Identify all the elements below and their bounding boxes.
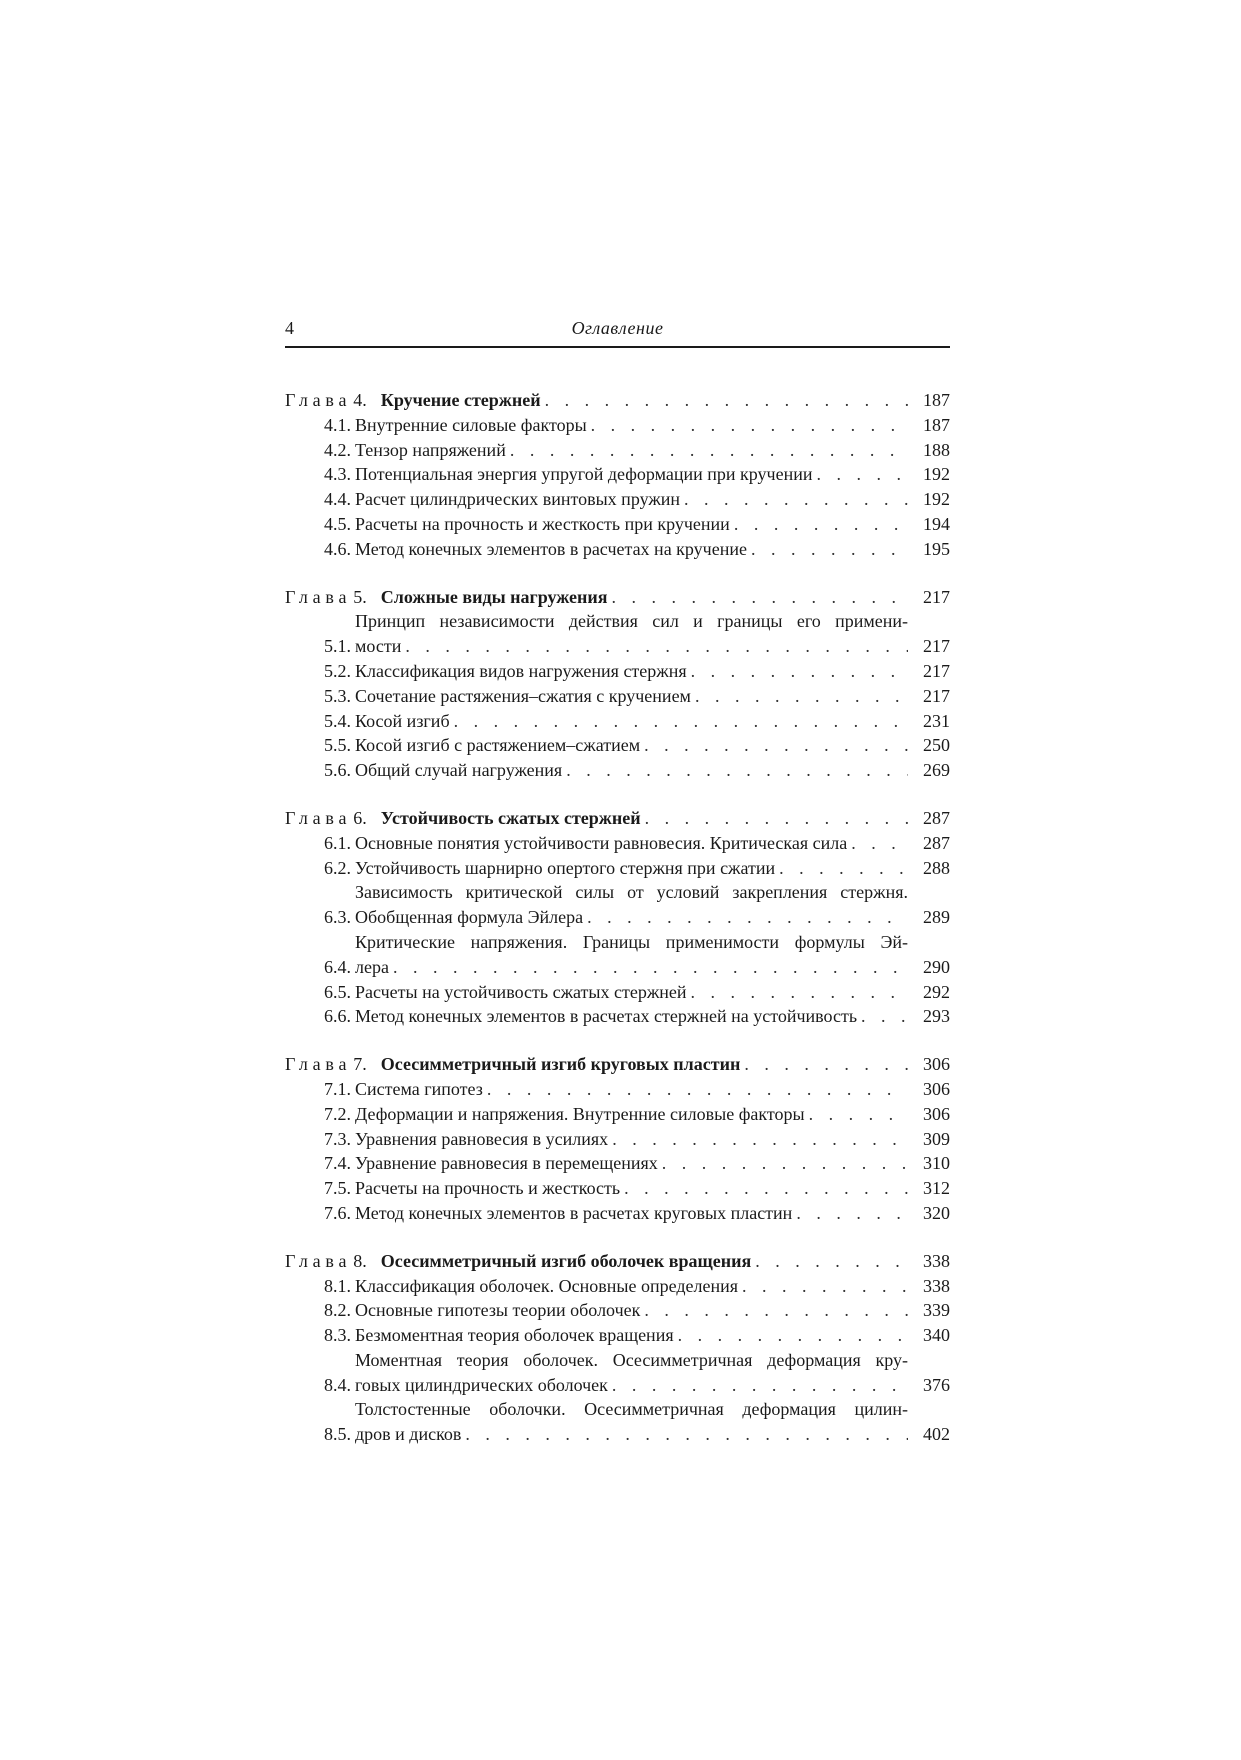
section-title: Метод конечных элементов в расчетах круговых пластин xyxy=(355,1202,793,1223)
chapter-page-number: 217 xyxy=(923,586,950,607)
section-number: 5.3. xyxy=(324,685,351,706)
section-title-line2-row xyxy=(355,1422,908,1447)
section-entry[interactable] xyxy=(285,537,950,562)
dot-leader xyxy=(612,1127,908,1152)
section-number: 8.1. xyxy=(324,1275,351,1296)
chapter-number: 5. xyxy=(353,586,367,607)
dot-leader xyxy=(405,634,908,659)
section-title: Классификация оболочек. Основные определения xyxy=(355,1275,739,1296)
section-number: 8.3. xyxy=(324,1325,351,1346)
section-entry[interactable] xyxy=(285,856,950,881)
section-page-number: 306 xyxy=(923,1078,950,1099)
chapter-word: Глава xyxy=(285,1054,352,1075)
dot-leader xyxy=(644,1298,908,1323)
chapter-word: Глава xyxy=(285,390,352,410)
section-entry[interactable] xyxy=(285,1004,950,1029)
section-title-line2: говых цилиндрических оболочек xyxy=(355,1374,608,1395)
section-number: 5.5. xyxy=(324,735,351,756)
dot-leader xyxy=(691,980,908,1005)
section-page-number: 287 xyxy=(923,832,950,853)
section-title-multiline xyxy=(355,1348,908,1398)
chapter-entry-body xyxy=(285,806,908,831)
section-entry-body xyxy=(355,1274,908,1299)
section-number: 4.1. xyxy=(324,414,351,435)
chapter-block xyxy=(285,1052,950,1226)
section-entry[interactable] xyxy=(285,1077,950,1102)
chapter-entry-body xyxy=(285,1249,908,1274)
chapter-block xyxy=(285,388,950,562)
page-number: 4 xyxy=(285,318,294,338)
chapter-label xyxy=(285,585,608,610)
section-page-number: 187 xyxy=(923,414,950,435)
section-number: 5.6. xyxy=(324,760,351,781)
section-number: 4.4. xyxy=(324,489,351,510)
chapter-number: 7. xyxy=(353,1054,367,1075)
section-number: 4.5. xyxy=(324,513,351,534)
chapter-page-number: 187 xyxy=(923,390,950,410)
dot-leader xyxy=(624,1176,908,1201)
chapter-word: Глава xyxy=(285,586,352,607)
section-entry-body xyxy=(355,684,908,709)
section-number: 7.2. xyxy=(324,1103,351,1124)
section-entry-body xyxy=(355,512,908,537)
section-entry[interactable] xyxy=(285,684,950,709)
section-entry-body xyxy=(355,1127,908,1152)
section-title: Классификация видов нагружения стержня xyxy=(355,660,687,681)
section-title-multiline xyxy=(355,609,908,659)
dot-leader xyxy=(809,1102,908,1127)
section-number: 5.1. xyxy=(324,636,351,657)
dot-leader xyxy=(487,1077,908,1102)
section-title: Система гипотез xyxy=(355,1078,483,1099)
section-entry-body xyxy=(355,462,908,487)
section-entry-body xyxy=(355,1348,908,1398)
section-number: 6.6. xyxy=(324,1006,351,1027)
chapter-word: Глава xyxy=(285,807,352,828)
section-entry-body xyxy=(355,1102,908,1127)
chapter-entry[interactable] xyxy=(285,806,950,831)
section-entry[interactable] xyxy=(285,413,950,438)
section-entry[interactable] xyxy=(285,1102,950,1127)
section-number: 6.4. xyxy=(324,956,351,977)
chapter-page-number: 338 xyxy=(923,1250,950,1271)
section-title: Метод конечных элементов в расчетах стержней на устойчивость xyxy=(355,1006,858,1027)
dot-leader xyxy=(695,684,908,709)
section-number: 8.4. xyxy=(324,1374,351,1395)
dot-leader xyxy=(612,585,908,610)
section-title: Сочетание растяжения–сжатия с кручением xyxy=(355,685,691,706)
section-title-line1: Толстостенные оболочки. Осесимметричная деформация цилин- xyxy=(355,1399,908,1420)
dot-leader xyxy=(545,388,908,413)
section-entry-body xyxy=(355,487,908,512)
section-entry-body xyxy=(355,733,908,758)
section-page-number: 309 xyxy=(923,1128,950,1149)
section-entry[interactable] xyxy=(285,487,950,512)
section-page-number: 195 xyxy=(923,538,950,559)
section-entry-body xyxy=(355,1323,908,1348)
section-number: 7.4. xyxy=(324,1153,351,1174)
section-page-number: 293 xyxy=(923,1006,950,1027)
section-entry[interactable] xyxy=(285,1127,950,1152)
section-entry-body xyxy=(355,930,908,980)
dot-leader xyxy=(465,1422,908,1447)
section-number: 6.5. xyxy=(324,981,351,1002)
section-title-line2-row xyxy=(355,955,908,980)
section-page-number: 217 xyxy=(923,660,950,681)
dot-leader xyxy=(684,487,908,512)
section-title-line2-row xyxy=(355,634,908,659)
chapter-number: 4. xyxy=(353,390,367,410)
section-entry-body xyxy=(355,1004,908,1029)
section-entry[interactable] xyxy=(285,462,950,487)
section-number: 6.2. xyxy=(324,857,351,878)
dot-leader xyxy=(393,955,908,980)
section-title: Расчеты на прочность и жесткость при кручении xyxy=(355,513,730,534)
section-title-line2: Обобщенная формула Эйлера xyxy=(355,907,584,928)
section-title: Уравнения равновесия в усилиях xyxy=(355,1128,609,1149)
section-title: Тензор напряжений xyxy=(355,439,506,460)
section-entry-body xyxy=(355,609,908,659)
section-entry-body xyxy=(355,413,908,438)
chapter-label xyxy=(285,1249,751,1274)
section-entry[interactable] xyxy=(285,1397,950,1447)
dot-leader xyxy=(612,1373,908,1398)
section-entry[interactable] xyxy=(285,880,950,930)
section-entry[interactable] xyxy=(285,758,950,783)
section-page-number: 288 xyxy=(923,857,950,878)
section-title-line1: Зависимость критической силы от условий закрепления стержня. xyxy=(355,882,908,903)
section-title: Безмоментная теория оболочек вращения xyxy=(355,1325,674,1346)
chapter-word: Глава xyxy=(285,1250,352,1271)
section-page-number: 192 xyxy=(923,464,950,485)
section-entry-body xyxy=(355,980,908,1005)
dot-leader xyxy=(755,1249,908,1274)
section-number: 4.2. xyxy=(324,439,351,460)
section-title-line1: Принцип независимости действия сил и границы его примени- xyxy=(355,611,908,632)
section-title: Общий случай нагружения xyxy=(355,760,563,781)
chapter-title: Кручение стержней xyxy=(380,390,541,410)
section-page-number: 194 xyxy=(923,513,950,534)
table-of-contents xyxy=(285,388,950,1470)
section-entry-body xyxy=(355,1077,908,1102)
chapter-entry[interactable] xyxy=(285,388,950,413)
section-entry[interactable] xyxy=(285,980,950,1005)
section-title: Внутренние силовые факторы xyxy=(355,414,587,435)
dot-leader xyxy=(742,1274,908,1299)
dot-leader xyxy=(645,806,908,831)
section-entry-body xyxy=(355,709,908,734)
dot-leader xyxy=(796,1201,908,1226)
section-number: 6.3. xyxy=(324,907,351,928)
section-entry-body xyxy=(355,1176,908,1201)
section-page-number: 290 xyxy=(923,956,950,977)
section-number: 7.3. xyxy=(324,1128,351,1149)
running-title: Оглавление xyxy=(571,318,664,338)
section-title-line2-row xyxy=(355,905,908,930)
dot-leader xyxy=(691,659,908,684)
section-number: 4.6. xyxy=(324,538,351,559)
section-title-multiline xyxy=(355,930,908,980)
section-entry-body xyxy=(355,1151,908,1176)
section-page-number: 376 xyxy=(923,1374,950,1395)
section-page-number: 217 xyxy=(923,685,950,706)
dot-leader xyxy=(662,1151,908,1176)
section-page-number: 231 xyxy=(923,710,950,731)
section-entry[interactable] xyxy=(285,1298,950,1323)
chapter-entry[interactable] xyxy=(285,1249,950,1274)
chapter-entry[interactable] xyxy=(285,585,950,610)
section-number: 6.1. xyxy=(324,832,351,853)
chapter-number: 8. xyxy=(353,1250,367,1271)
section-entry[interactable] xyxy=(285,1176,950,1201)
chapter-entry-body xyxy=(285,585,908,610)
chapter-entry-body xyxy=(285,1052,908,1077)
section-page-number: 188 xyxy=(923,439,950,460)
section-number: 7.6. xyxy=(324,1202,351,1223)
section-entry[interactable] xyxy=(285,512,950,537)
section-title: Метод конечных элементов в расчетах на кручение xyxy=(355,538,747,559)
dot-leader xyxy=(751,537,908,562)
dot-leader xyxy=(678,1323,908,1348)
section-title: Основные гипотезы теории оболочек xyxy=(355,1300,641,1321)
dot-leader xyxy=(861,1004,908,1029)
section-entry-body xyxy=(355,831,908,856)
chapter-page-number: 306 xyxy=(923,1054,950,1075)
section-entry[interactable] xyxy=(285,1323,950,1348)
dot-leader xyxy=(644,733,908,758)
section-entry[interactable] xyxy=(285,1274,950,1299)
running-header xyxy=(285,318,950,348)
section-entry-body xyxy=(355,758,908,783)
dot-leader xyxy=(734,512,908,537)
section-entry-body xyxy=(355,880,908,930)
section-page-number: 217 xyxy=(923,636,950,657)
section-title: Потенциальная энергия упругой деформации при кручении xyxy=(355,464,813,485)
dot-leader xyxy=(779,856,908,881)
section-page-number: 192 xyxy=(923,489,950,510)
section-title-multiline xyxy=(355,1397,908,1447)
section-title-line2: лера xyxy=(355,956,389,977)
chapter-entry[interactable] xyxy=(285,1052,950,1077)
chapter-block xyxy=(285,806,950,1029)
section-entry[interactable] xyxy=(285,930,950,980)
dot-leader xyxy=(566,758,908,783)
chapter-block xyxy=(285,1249,950,1447)
section-title-line1: Критические напряжения. Границы применимости формулы Эй- xyxy=(355,931,908,952)
section-entry[interactable] xyxy=(285,609,950,659)
chapter-label xyxy=(285,806,641,831)
section-title: Расчет цилиндрических винтовых пружин xyxy=(355,489,681,510)
section-title: Косой изгиб xyxy=(355,710,450,731)
section-page-number: 310 xyxy=(923,1153,950,1174)
section-entry-body xyxy=(355,1298,908,1323)
chapter-block xyxy=(285,585,950,783)
section-entry[interactable] xyxy=(285,831,950,856)
section-title-line2-row xyxy=(355,1373,908,1398)
chapter-page-number: 287 xyxy=(923,807,950,828)
section-number: 5.4. xyxy=(324,710,351,731)
dot-leader xyxy=(454,709,908,734)
section-number: 8.5. xyxy=(324,1424,351,1445)
section-page-number: 250 xyxy=(923,735,950,756)
section-entry-body xyxy=(355,537,908,562)
section-page-number: 312 xyxy=(923,1178,950,1199)
section-entry[interactable] xyxy=(285,1151,950,1176)
section-page-number: 289 xyxy=(923,907,950,928)
section-number: 8.2. xyxy=(324,1300,351,1321)
chapter-label xyxy=(285,1052,740,1077)
section-page-number: 339 xyxy=(923,1300,950,1321)
section-page-number: 338 xyxy=(923,1275,950,1296)
dot-leader xyxy=(817,462,909,487)
section-page-number: 306 xyxy=(923,1103,950,1124)
section-title: Основные понятия устойчивости равновесия. Критическая сила xyxy=(355,832,848,853)
chapter-title: Устойчивость сжатых стержней xyxy=(380,807,641,828)
section-page-number: 320 xyxy=(923,1202,950,1223)
chapter-title: Осесимметричный изгиб оболочек вращения xyxy=(380,1250,752,1271)
section-title: Уравнение равновесия в перемещениях xyxy=(355,1153,658,1174)
chapter-entry-body xyxy=(285,388,908,413)
section-page-number: 402 xyxy=(923,1424,950,1445)
chapter-title: Осесимметричный изгиб круговых пластин xyxy=(380,1054,741,1075)
section-page-number: 269 xyxy=(923,760,950,781)
section-number: 5.2. xyxy=(324,660,351,681)
section-entry[interactable] xyxy=(285,709,950,734)
dot-leader xyxy=(744,1052,908,1077)
section-entry-body xyxy=(355,1201,908,1226)
section-title: Расчеты на устойчивость сжатых стержней xyxy=(355,981,687,1002)
section-entry[interactable] xyxy=(285,1348,950,1398)
dot-leader xyxy=(591,413,908,438)
section-entry-body xyxy=(355,659,908,684)
section-page-number: 292 xyxy=(923,981,950,1002)
section-entry[interactable] xyxy=(285,1201,950,1226)
section-title-line1: Моментная теория оболочек. Осесимметричная деформация кру- xyxy=(355,1349,908,1370)
section-number: 7.5. xyxy=(324,1178,351,1199)
section-title: Расчеты на прочность и жесткость xyxy=(355,1178,621,1199)
chapter-number: 6. xyxy=(353,807,367,828)
dot-leader xyxy=(587,905,908,930)
section-page-number: 340 xyxy=(923,1325,950,1346)
section-title: Устойчивость шарнирно опертого стержня при сжатии xyxy=(355,857,776,878)
dot-leader xyxy=(851,831,908,856)
section-entry-body xyxy=(355,1397,908,1447)
section-entry[interactable] xyxy=(285,733,950,758)
section-entry[interactable] xyxy=(285,438,950,463)
section-title: Косой изгиб с растяжением–сжатием xyxy=(355,735,641,756)
section-number: 4.3. xyxy=(324,464,351,485)
section-title-multiline xyxy=(355,880,908,930)
chapter-title: Сложные виды нагружения xyxy=(380,586,608,607)
chapter-label xyxy=(285,388,541,413)
section-title-line2: дров и дисков xyxy=(355,1424,462,1445)
dot-leader xyxy=(510,438,908,463)
section-title: Деформации и напряжения. Внутренние силовые факторы xyxy=(355,1103,805,1124)
section-title-line2: мости xyxy=(355,636,402,657)
section-number: 7.1. xyxy=(324,1078,351,1099)
section-entry-body xyxy=(355,438,908,463)
section-entry[interactable] xyxy=(285,659,950,684)
section-entry-body xyxy=(355,856,908,881)
